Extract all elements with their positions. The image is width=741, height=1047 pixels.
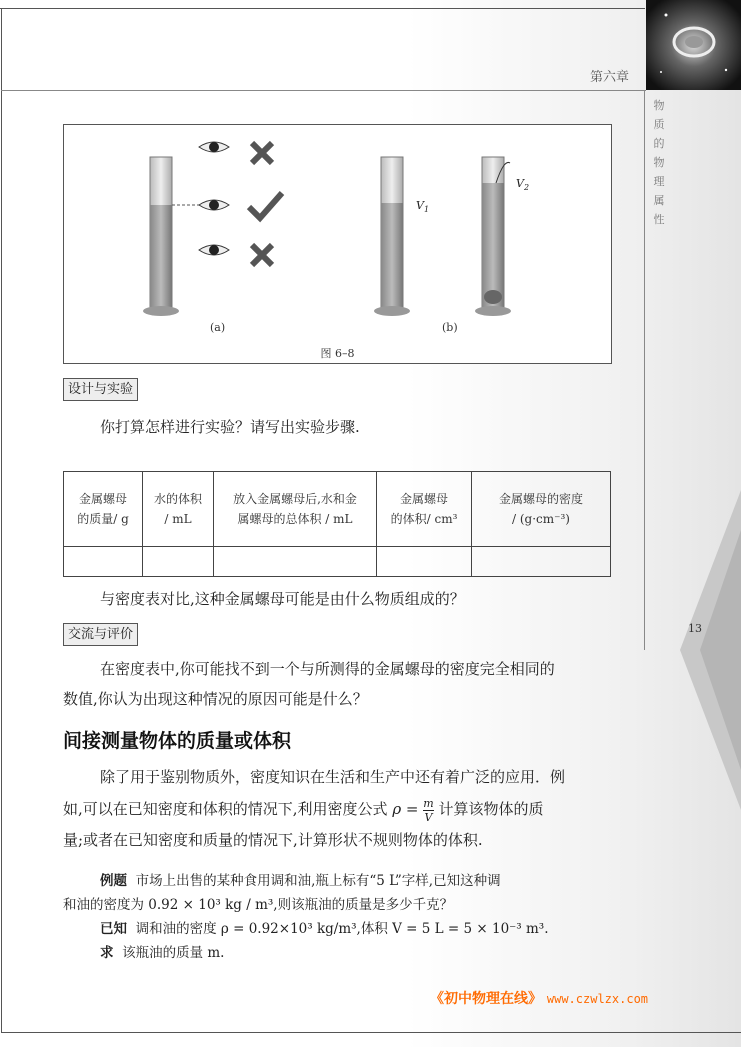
known-line: 已知 调和油的密度 ρ = 0.92×10³ kg/m³,体积 V = 5 L = 5 × 10⁻³ m³. — [100, 921, 549, 937]
sublabel-b: (b) — [442, 321, 458, 334]
find-line: 求 该瓶油的质量 m. — [100, 945, 225, 961]
density-formula: ρ = $\frac{m}{V}$ — [392, 796, 434, 824]
table-row — [64, 547, 611, 577]
design-question: 你打算怎样进行实验？请写出实验步骤. — [100, 418, 360, 436]
eye-bottom-icon — [199, 245, 229, 255]
table-header-cell: 水的体积 / mL — [143, 472, 214, 547]
side-title-char: 物 — [653, 156, 665, 169]
example-line-2: 和油的密度为 0.92 × 10³ kg / m³,则该瓶油的质量是多少千克？ — [63, 897, 454, 913]
chapter-side-title — [650, 96, 668, 229]
intro-line-3: 量;或者在已知密度和质量的情况下,计算形状不规则物体的体积. — [63, 831, 483, 849]
table-cell[interactable] — [214, 547, 377, 577]
side-title-char: 理 — [653, 175, 665, 188]
compare-question: 与密度表对比,这种金属螺母可能是由什么物质组成的？ — [100, 590, 465, 608]
header-rule — [1, 90, 646, 91]
table-cell[interactable] — [472, 547, 611, 577]
cylinder-b2 — [475, 157, 511, 316]
cross-top-icon — [252, 143, 272, 163]
table-header-cell: 放入金属螺母后,水和金 属螺母的总体积 / mL — [214, 472, 377, 547]
example-line-1: 例题 市场上出售的某种食用调和油,瓶上标有“5 L”字样,已知这种调 — [100, 873, 501, 889]
side-title-char: 物 — [653, 99, 665, 112]
page-number: 13 — [688, 622, 702, 635]
side-title-char: 的 — [653, 137, 665, 150]
eye-top-icon — [199, 142, 229, 152]
v1-label: $V_1$ — [416, 199, 430, 214]
table-cell[interactable] — [143, 547, 214, 577]
footer-brand: 《初中物理在线》 — [430, 991, 542, 1007]
v2-label: $V_2$ — [516, 177, 530, 192]
side-title-char: 属 — [653, 194, 665, 207]
bottom-border — [1, 1032, 741, 1033]
section-heading: 间接测量物体的质量或体积 — [63, 730, 292, 752]
discussion-line-1: 在密度表中,你可能找不到一个与所测得的金属螺母的密度完全相同的 — [100, 660, 555, 678]
cylinder-a — [143, 157, 209, 316]
footer-watermark — [430, 988, 648, 1008]
table-header-cell: 金属螺母 的体积/ cm³ — [377, 472, 472, 547]
side-wedge — [680, 490, 741, 810]
table-header-row — [64, 472, 611, 547]
top-border — [0, 8, 645, 9]
cylinder-b1 — [374, 157, 410, 316]
side-title-char: 质 — [653, 118, 665, 131]
cross-bottom-icon — [252, 245, 272, 265]
figure-caption: 图 6–8 — [320, 347, 355, 360]
discussion-line-2: 数值,你认为出现这种情况的原因可能是什么？ — [63, 690, 368, 708]
check-icon — [249, 193, 282, 218]
measurement-table — [63, 471, 611, 577]
figure-6-8 — [63, 124, 612, 364]
table-cell[interactable] — [377, 547, 472, 577]
design-experiment-tag: 设计与实验 — [63, 378, 138, 401]
eye-middle-icon — [199, 200, 229, 210]
table-header-cell: 金属螺母 的质量/ g — [64, 472, 143, 547]
table-header-cell: 金属螺母的密度 / (g·cm⁻³) — [472, 472, 611, 547]
left-border — [1, 8, 2, 1033]
side-title-char: 性 — [653, 213, 665, 226]
cylinder-illustration — [64, 125, 611, 325]
sublabel-a: (a) — [210, 321, 226, 334]
chapter-label: 第六章 — [590, 70, 630, 85]
nebula-image — [646, 0, 741, 90]
table-cell[interactable] — [64, 547, 143, 577]
side-column-rule — [644, 90, 645, 650]
intro-line-2: 如,可以在已知密度和体积的情况下,利用密度公式 ρ = $\frac{m}{V}$ 计算该物体的质 — [63, 796, 544, 824]
footer-url[interactable]: www.czwlzx.com — [546, 992, 649, 1006]
discussion-tag: 交流与评价 — [63, 623, 138, 646]
intro-line-1: 除了用于鉴别物质外，密度知识在生活和生产中还有着广泛的应用．例 — [100, 768, 566, 786]
